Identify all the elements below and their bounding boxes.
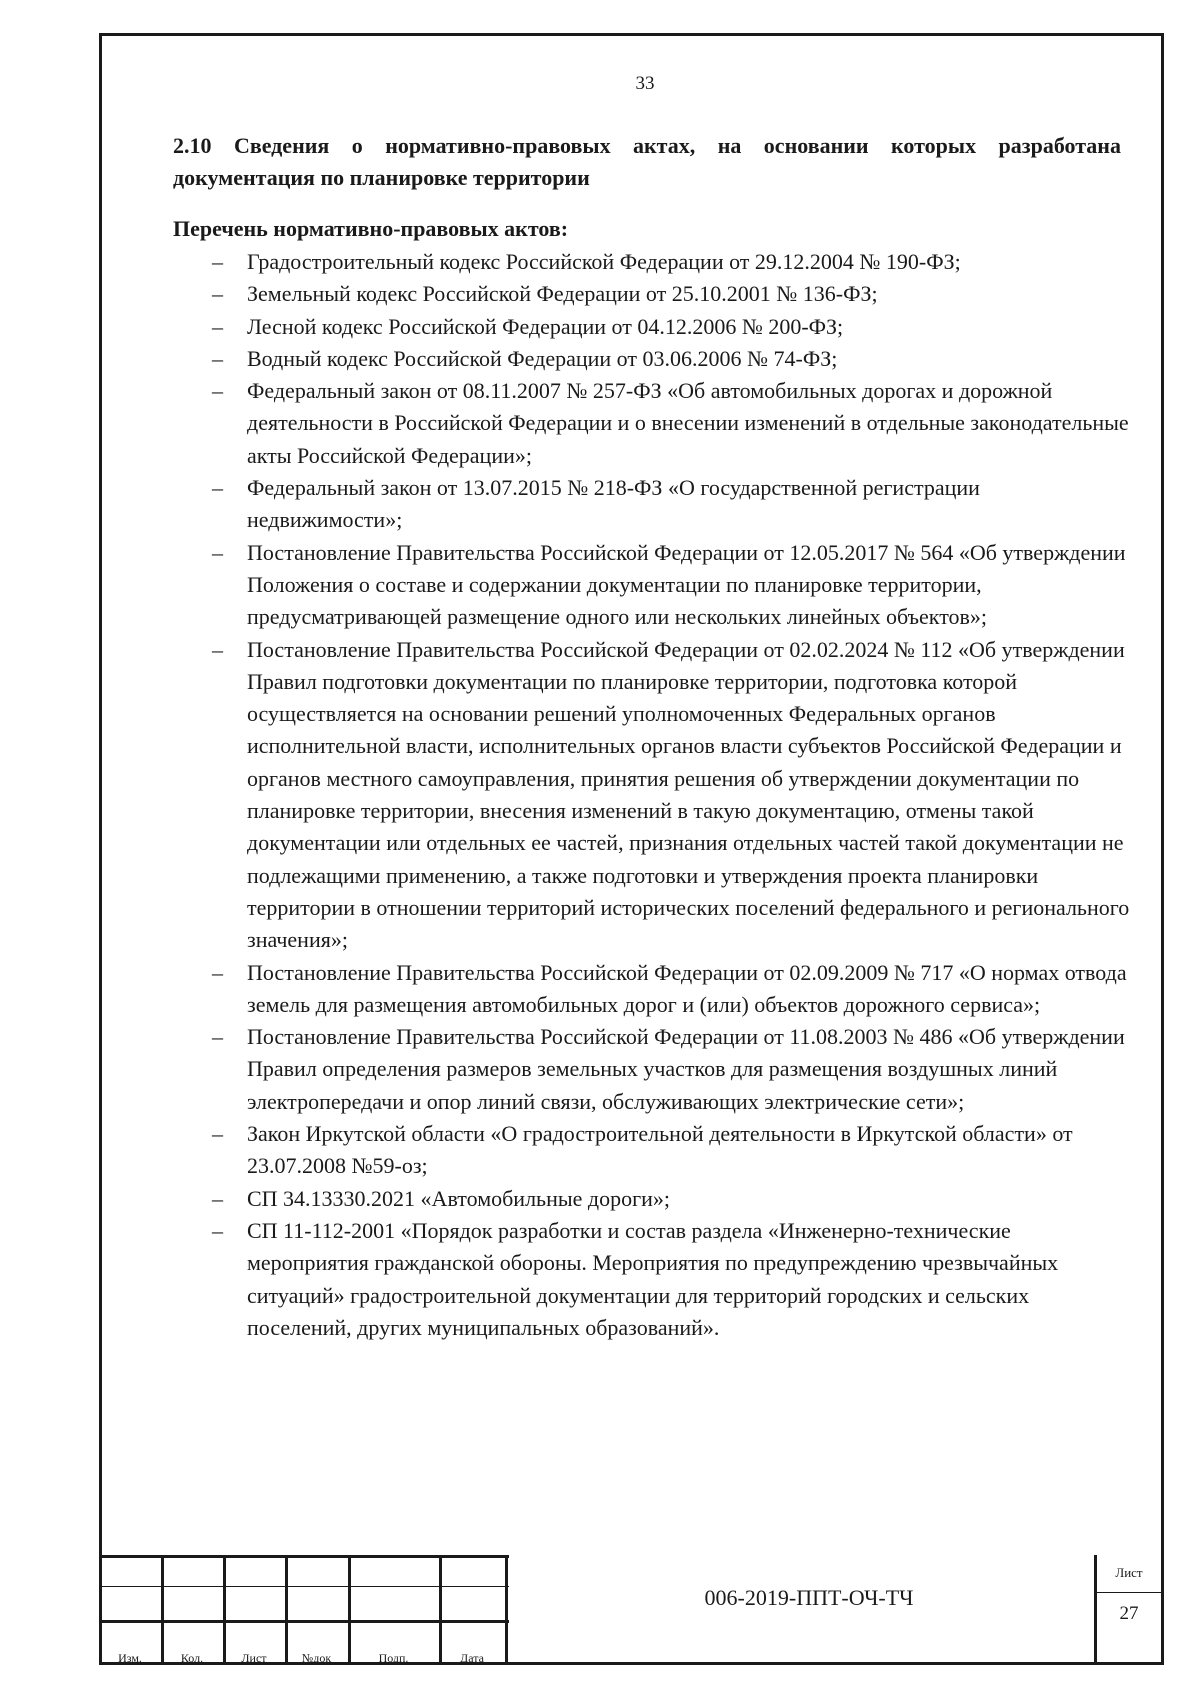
acts-list xyxy=(212,246,1132,1344)
list-item xyxy=(212,957,1132,1022)
stamp-col-line xyxy=(439,1555,442,1665)
act-text: Водный кодекс Российской Федерации от 03.06.2006 № 74-ФЗ; xyxy=(247,345,838,371)
bullet-dash: – xyxy=(212,1217,223,1243)
act-text: Постановление Правительства Российской Федерации от 02.09.2009 № 717 «О нормах отвода земель для размещения автомобильных дорог и (или) объектов дорожного сервиса»; xyxy=(247,959,1127,1017)
list-item xyxy=(212,343,1132,375)
list-item xyxy=(212,246,1132,278)
bullet-dash: – xyxy=(212,1185,223,1211)
document-code: 006-2019-ППТ-ОЧ-ТЧ xyxy=(704,1585,914,1610)
stamp-col-kol: Кол. xyxy=(180,1651,204,1665)
bullet-dash: – xyxy=(212,345,223,371)
stamp-col-data: Дата xyxy=(460,1651,484,1665)
act-text: Постановление Правительства Российской Федерации от 11.08.2003 № 486 «Об утверждении Правил определения размеров земельных участков для размещения воздушных линий электропередачи и опор линий связи, обслуживающих электрические сети»; xyxy=(247,1024,1125,1114)
sheet-number: 27 xyxy=(1119,1603,1139,1624)
bullet-dash: – xyxy=(212,539,223,565)
list-item xyxy=(212,311,1132,343)
act-text: Градостроительный кодекс Российской Федерации от 29.12.2004 № 190-ФЗ; xyxy=(247,249,961,274)
bullet-dash: – xyxy=(212,249,223,274)
stamp-col-line xyxy=(505,1555,508,1665)
title-block xyxy=(99,1555,1164,1665)
bullet-dash: – xyxy=(212,959,223,985)
list-item xyxy=(212,634,1132,957)
stamp-col-line xyxy=(161,1555,164,1665)
bullet-dash: – xyxy=(212,475,223,501)
list-item xyxy=(212,472,1132,537)
stamp-col-podp: Подп. xyxy=(378,1651,409,1665)
bullet-dash: – xyxy=(212,313,223,339)
list-item xyxy=(212,375,1132,472)
act-text: Федеральный закон от 13.07.2015 № 218-ФЗ «О государственной регистрации недвижимости»; xyxy=(247,475,980,533)
stamp-col-list: Лист xyxy=(241,1651,267,1665)
stamp-col-izm: Изм. xyxy=(118,1651,142,1665)
act-text: Федеральный закон от 08.11.2007 № 257-ФЗ «Об автомобильных дорогах и дорожной деятельности в Российской Федерации и о внесении изменений в отдельные законодательные акты Российской Федерации»; xyxy=(247,378,1129,468)
stamp-col-ndok: №док xyxy=(301,1651,332,1665)
act-text: Постановление Правительства Российской Федерации от 12.05.2017 № 564 «Об утверждении Положения о составе и содержании документации по планировке территории, предусматривающей размещение одного или нескольких линейных объектов»; xyxy=(247,539,1126,630)
bullet-dash: – xyxy=(212,1024,223,1050)
list-title: Перечень нормативно-правовых актов: xyxy=(173,216,569,241)
act-text: СП 34.13330.2021 «Автомобильные дороги»; xyxy=(247,1185,671,1211)
bullet-dash: – xyxy=(212,1121,223,1147)
stamp-col-line xyxy=(223,1555,226,1665)
list-item xyxy=(212,1183,1132,1215)
section-heading: 2.10 Сведения о нормативно-правовых актах, на основании которых разработана документация по планировке территории xyxy=(173,133,1121,190)
list-item xyxy=(212,278,1132,310)
act-text: Лесной кодекс Российской Федерации от 04.12.2006 № 200-ФЗ; xyxy=(247,313,844,339)
stamp-col-line xyxy=(348,1555,351,1665)
page-number: 33 xyxy=(635,73,655,94)
bullet-dash: – xyxy=(212,378,223,404)
stamp-col-line xyxy=(285,1555,288,1665)
bullet-dash: – xyxy=(212,281,223,307)
act-text: Земельный кодекс Российской Федерации от 25.10.2001 № 136-ФЗ; xyxy=(247,281,878,307)
act-text: СП 11-112-2001 «Порядок разработки и состав раздела «Инженерно-технические мероприятия гражданской обороны. Мероприятия по предупреждению чрезвычайных ситуаций» градостроительной документации для территорий городских и сельских поселений, других муниципальных образований». xyxy=(247,1217,1059,1340)
act-text: Постановление Правительства Российской Федерации от 02.02.2024 № 112 «Об утверждении Правил подготовки документации по планировке территории, подготовка которой осуществляется на основании решений уполномоченных Федеральных органов исполнительной власти, исполнительных органов власти субъектов Российской Федерации и органов местного самоуправления, принятия решения об утверждении документации по планировке территории, внесения изменений в такую документацию, отмены такой документации или отдельных ее частей, признания отдельных частей такой документации не подлежащими применению, а также подготовки и утверждения проекта планировки территории в отношении территорий исторических поселений федерального и регионального значения»; xyxy=(247,636,1130,953)
list-item xyxy=(212,1021,1132,1118)
list-item xyxy=(212,1118,1132,1183)
list-item xyxy=(212,537,1132,634)
sheet-label: Лист xyxy=(1115,1565,1143,1580)
act-text: Закон Иркутской области «О градостроительной деятельности в Иркутской области» от 23.07.2008 №59-оз; xyxy=(247,1121,1073,1179)
list-item xyxy=(212,1215,1132,1344)
bullet-dash: – xyxy=(212,636,223,662)
